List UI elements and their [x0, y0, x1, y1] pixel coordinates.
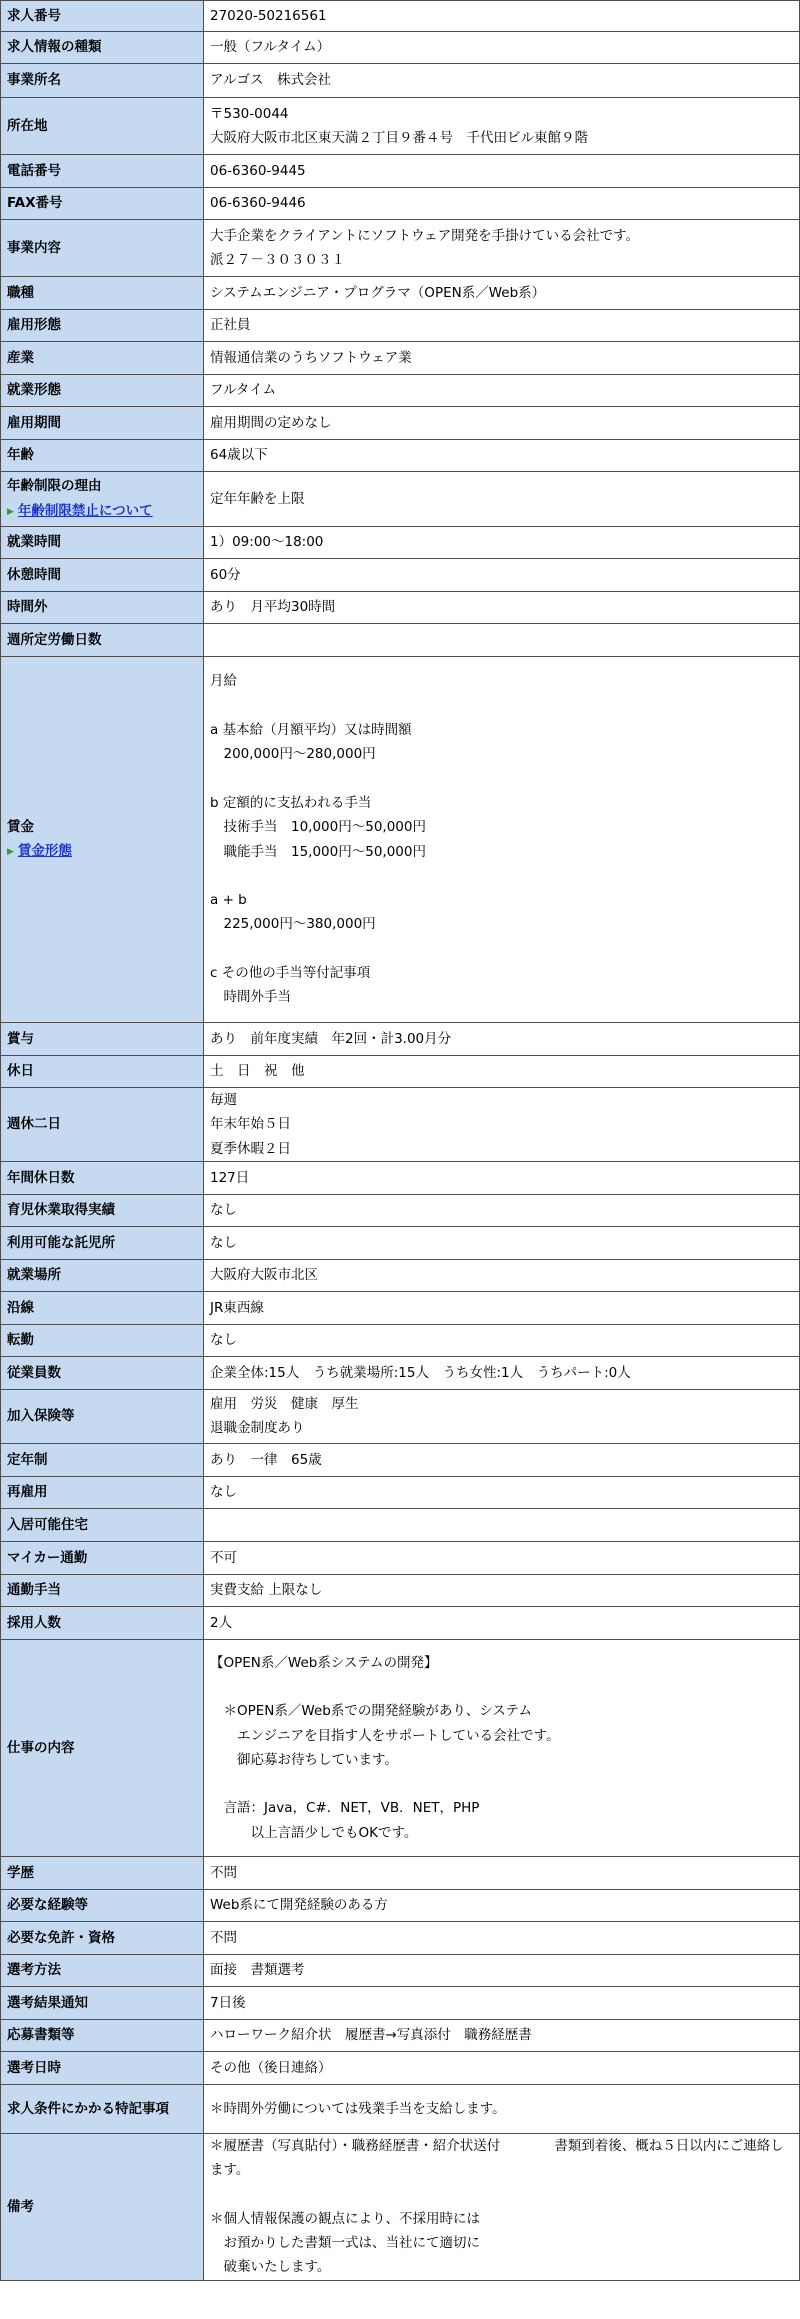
row-label-cell	[1, 1889, 204, 1921]
row-label-cell	[1, 440, 204, 472]
row-label: 再雇用	[7, 1484, 48, 1501]
row-label: 週所定労働日数	[7, 631, 102, 648]
row-label-cell	[1, 1921, 204, 1954]
row-value: 月給 a 基本給（月額平均）又は時間額 200,000円～280,000円 b 定額的に支払われる手当 技術手当 10,000円～50,000円 職能手当 15,000円～50,000円 a + b 225,000円～380,000円 c その他の手当等付記事項 時間外手当	[204, 657, 800, 1023]
table-row	[1, 1541, 800, 1574]
row-value: ハローワーク紹介状 履歴書→写真添付 職務経歴書	[204, 2019, 800, 2051]
row-value: あり 前年度実績 年2回・計3.00月分	[204, 1023, 800, 1056]
table-row	[1, 1023, 800, 1056]
row-label: 求人情報の種類	[7, 39, 102, 56]
table-row	[1, 527, 800, 559]
row-label-cell	[1, 1856, 204, 1889]
table-row	[1, 342, 800, 375]
table-row	[1, 2019, 800, 2051]
table-row	[1, 1508, 800, 1541]
table-row	[1, 472, 800, 527]
row-value: 正社員	[204, 310, 800, 342]
row-label: 事業内容	[7, 239, 61, 256]
table-row	[1, 624, 800, 657]
row-label-cell	[1, 624, 204, 657]
row-label: 利用可能な託児所	[7, 1234, 115, 1251]
row-value: 土 日 祝 他	[204, 1056, 800, 1088]
row-label: 就業形態	[7, 382, 61, 399]
row-label-cell	[1, 1226, 204, 1259]
row-value: ＊時間外労働については残業手当を支給します。	[204, 2084, 800, 2133]
table-row	[1, 1574, 800, 1606]
row-value: その他（後日連絡）	[204, 2051, 800, 2084]
table-row	[1, 1921, 800, 1954]
row-label: 加入保険等	[7, 1408, 75, 1425]
table-row	[1, 1639, 800, 1856]
row-label: 賞与	[7, 1030, 34, 1047]
table-row	[1, 1476, 800, 1508]
table-row	[1, 277, 800, 310]
row-label: 求人番号	[7, 7, 61, 24]
row-label: 学歴	[7, 1864, 34, 1881]
table-row	[1, 1194, 800, 1226]
row-value: 企業全体:15人 うち就業場所:15人 うち女性:1人 うちパート:0人	[204, 1356, 800, 1389]
row-label: 選考日時	[7, 2059, 61, 2076]
row-label-cell	[1, 1639, 204, 1856]
row-label: 入居可能住宅	[7, 1516, 88, 1533]
row-value: なし	[204, 1194, 800, 1226]
table-row	[1, 1443, 800, 1476]
row-label: 就業時間	[7, 534, 61, 551]
row-label: 雇用形態	[7, 317, 61, 334]
row-value: 毎週 年末年始５日 夏季休暇２日	[204, 1088, 800, 1162]
table-row	[1, 1856, 800, 1889]
table-row	[1, 1889, 800, 1921]
table-row	[1, 2133, 800, 2280]
row-label-cell	[1, 32, 204, 64]
table-row	[1, 1259, 800, 1291]
row-label-cell	[1, 657, 204, 1023]
table-row	[1, 1291, 800, 1324]
row-label: 事業所名	[7, 72, 61, 89]
row-label: 年齢	[7, 447, 34, 464]
table-row	[1, 32, 800, 64]
row-label-cell	[1, 1443, 204, 1476]
triangle-right-icon: ▶	[7, 847, 14, 857]
row-value: フルタイム	[204, 375, 800, 407]
row-label-cell	[1, 1088, 204, 1162]
row-label: 育児休業取得実績	[7, 1202, 115, 1219]
row-value: 不問	[204, 1856, 800, 1889]
row-label-cell	[1, 1, 204, 32]
row-label: 職種	[7, 284, 34, 301]
table-row	[1, 657, 800, 1023]
table-row	[1, 1356, 800, 1389]
row-label: 従業員数	[7, 1364, 61, 1381]
row-value: なし	[204, 1324, 800, 1356]
job-details-rows	[1, 1, 800, 2281]
row-value: 06-6360-9445	[204, 155, 800, 188]
row-label-cell	[1, 592, 204, 624]
row-value: アルゴス 株式会社	[204, 64, 800, 98]
row-value: ＊履歴書（写真貼付）・職務経歴書・紹介状送付 書類到着後、概ね５日以内にご連絡します。 ＊個人情報保護の観点により、不採用時には お預かりした書類一式は、当社にて適切に 破棄いたします。	[204, 2133, 800, 2280]
row-value: 実費支給 上限なし	[204, 1574, 800, 1606]
row-label-cell	[1, 2019, 204, 2051]
row-label-cell	[1, 64, 204, 98]
row-label: 雇用期間	[7, 414, 61, 431]
row-value: 127日	[204, 1161, 800, 1194]
table-row	[1, 440, 800, 472]
row-label: 求人条件にかかる特記事項	[7, 2100, 169, 2117]
table-row	[1, 155, 800, 188]
info-link[interactable]	[7, 839, 197, 864]
row-value: システムエンジニア・プログラマ（OPEN系／Web系）	[204, 277, 800, 310]
row-label-cell	[1, 155, 204, 188]
row-label-cell	[1, 2133, 204, 2280]
row-label: 年間休日数	[7, 1169, 75, 1186]
row-label: 所在地	[7, 117, 48, 134]
row-value: 不問	[204, 1921, 800, 1954]
row-label: 沿線	[7, 1299, 34, 1316]
info-link-text: 賃金形態	[17, 843, 72, 859]
table-row	[1, 407, 800, 440]
row-label-cell	[1, 2084, 204, 2133]
row-value: 64歳以下	[204, 440, 800, 472]
row-label-cell	[1, 375, 204, 407]
row-label-cell	[1, 1161, 204, 1194]
row-value: 情報通信業のうちソフトウェア業	[204, 342, 800, 375]
row-value: 雇用 労災 健康 厚生 退職金制度あり	[204, 1389, 800, 1443]
row-label: マイカー通勤	[7, 1549, 88, 1566]
row-value: なし	[204, 1226, 800, 1259]
row-label: 電話番号	[7, 162, 61, 179]
row-value: あり 月平均30時間	[204, 592, 800, 624]
row-label-cell	[1, 277, 204, 310]
row-value: 〒530-0044 大阪府大阪市北区東天満２丁目９番４号 千代田ビル東館９階	[204, 98, 800, 155]
row-label-cell	[1, 1259, 204, 1291]
row-label-cell	[1, 310, 204, 342]
table-row	[1, 1226, 800, 1259]
row-value: 60分	[204, 559, 800, 592]
row-value	[204, 1508, 800, 1541]
table-row	[1, 2051, 800, 2084]
row-value: Web系にて開発経験のある方	[204, 1889, 800, 1921]
row-value: 一般（フルタイム）	[204, 32, 800, 64]
row-label-cell	[1, 1606, 204, 1639]
info-link[interactable]	[7, 499, 197, 524]
table-row	[1, 1, 800, 32]
row-label: FAX番号	[7, 195, 63, 212]
row-label: 必要な免許・資格	[7, 1929, 115, 1946]
table-row	[1, 1986, 800, 2019]
row-label-cell	[1, 1986, 204, 2019]
row-label: 就業場所	[7, 1267, 61, 1284]
row-value: 大手企業をクライアントにソフトウェア開発を手掛けている会社です。 派２７－３０３０３１	[204, 220, 800, 277]
row-value: 【OPEN系／Web系システムの開発】 ＊OPEN系／Web系での開発経験があり、システム エンジニアを目指す人をサポートしている会社です。 御応募お待ちしています。 言語：Java，C#．NET，VB．NET，PHP 以上言語少しでもOKです。	[204, 1639, 800, 1856]
table-row	[1, 375, 800, 407]
table-row	[1, 1954, 800, 1986]
row-label-cell	[1, 472, 204, 527]
info-link-text: 年齢制限禁止について	[17, 502, 153, 519]
table-row	[1, 1324, 800, 1356]
row-label: 週休二日	[7, 1116, 61, 1133]
row-value: 雇用期間の定めなし	[204, 407, 800, 440]
row-label: 年齢制限の理由	[7, 478, 102, 495]
table-row	[1, 98, 800, 155]
triangle-right-icon: ▶	[7, 506, 14, 517]
row-value: なし	[204, 1476, 800, 1508]
row-label-cell	[1, 1508, 204, 1541]
table-row	[1, 1056, 800, 1088]
row-label-cell	[1, 220, 204, 277]
row-label-cell	[1, 2051, 204, 2084]
table-row	[1, 2084, 800, 2133]
row-label: 産業	[7, 349, 34, 366]
table-row	[1, 188, 800, 220]
row-value: 不可	[204, 1541, 800, 1574]
row-label-cell	[1, 1194, 204, 1226]
row-label: 定年制	[7, 1451, 48, 1468]
row-label: 応募書類等	[7, 2027, 75, 2044]
row-label-cell	[1, 98, 204, 155]
row-label-cell	[1, 1954, 204, 1986]
row-label-cell	[1, 1023, 204, 1056]
row-value: 面接 書類選考	[204, 1954, 800, 1986]
row-label: 時間外	[7, 599, 48, 616]
row-label: 選考方法	[7, 1962, 61, 1979]
row-label-cell	[1, 407, 204, 440]
row-value: 27020-50216561	[204, 1, 800, 32]
row-label-cell	[1, 559, 204, 592]
row-label-cell	[1, 1356, 204, 1389]
row-label-cell	[1, 1056, 204, 1088]
row-label: 休日	[7, 1063, 34, 1080]
row-value: あり 一律 65歳	[204, 1443, 800, 1476]
row-label-cell	[1, 1541, 204, 1574]
row-label: 休憩時間	[7, 566, 61, 583]
row-label-cell	[1, 188, 204, 220]
row-label-cell	[1, 1291, 204, 1324]
table-row	[1, 592, 800, 624]
row-label: 採用人数	[7, 1614, 61, 1631]
row-label: 通勤手当	[7, 1582, 61, 1599]
row-value	[204, 624, 800, 657]
row-label: 必要な経験等	[7, 1897, 88, 1914]
table-row	[1, 1161, 800, 1194]
row-value: JR東西線	[204, 1291, 800, 1324]
row-label-cell	[1, 1476, 204, 1508]
row-label: 選考結果通知	[7, 1994, 88, 2011]
row-label: 仕事の内容	[7, 1739, 75, 1756]
row-value: 定年年齢を上限	[204, 472, 800, 527]
table-row	[1, 64, 800, 98]
row-label: 転勤	[7, 1332, 34, 1349]
row-value: 1）09:00～18:00	[204, 527, 800, 559]
row-label-cell	[1, 1324, 204, 1356]
table-row	[1, 310, 800, 342]
row-label: 賃金	[7, 818, 34, 835]
table-row	[1, 220, 800, 277]
table-row	[1, 1389, 800, 1443]
row-label-cell	[1, 342, 204, 375]
row-value: 7日後	[204, 1986, 800, 2019]
table-row	[1, 559, 800, 592]
row-label-cell	[1, 1574, 204, 1606]
table-row	[1, 1088, 800, 1162]
table-row	[1, 1606, 800, 1639]
row-label: 備考	[7, 2198, 34, 2215]
row-value: 大阪府大阪市北区	[204, 1259, 800, 1291]
row-value: 06-6360-9446	[204, 188, 800, 220]
row-label-cell	[1, 527, 204, 559]
row-value: 2人	[204, 1606, 800, 1639]
row-label-cell	[1, 1389, 204, 1443]
